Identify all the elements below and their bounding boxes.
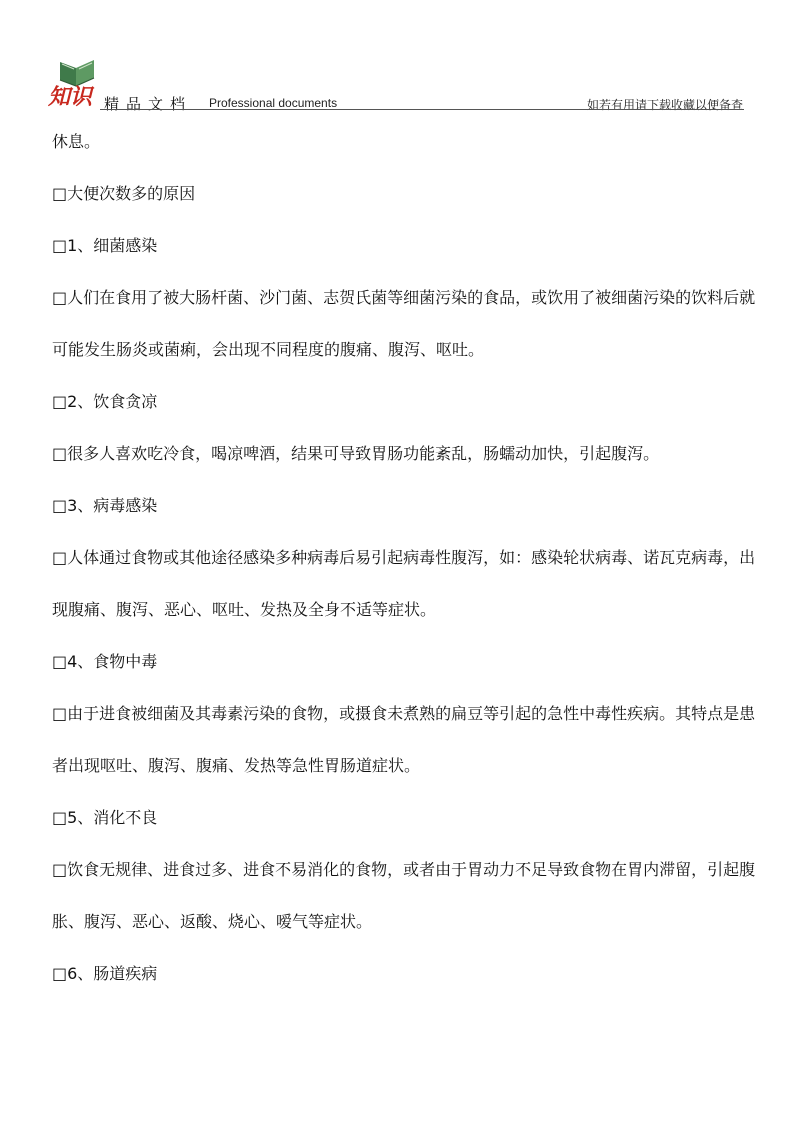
paragraph: □饮食无规律、进食过多、进食不易消化的食物，或者由于胃动力不足导致食物在胃内滞留，引起腹胀、腹泻、恶心、返酸、烧心、嗳气等症状。 — [52, 860, 756, 931]
section-heading: □5、消化不良 — [52, 808, 158, 827]
brand-title: 精品文档 — [104, 95, 193, 113]
section-heading: □3、病毒感染 — [52, 496, 158, 515]
paragraph: □由于进食被细菌及其毒素污染的食物，或摄食未煮熟的扁豆等引起的急性中毒性疾病。其特点是患者出现呕吐、腹泻、腹痛、发热等急性胃肠道症状。 — [52, 704, 756, 775]
section-heading: □大便次数多的原因 — [52, 184, 196, 203]
section-heading: □1、细菌感染 — [52, 236, 158, 255]
document-body — [52, 116, 767, 1000]
book-logo-icon — [46, 56, 102, 108]
section-heading: □6、肠道疾病 — [52, 964, 158, 983]
section-heading: □2、饮食贪凉 — [52, 392, 158, 411]
paragraph: □人体通过食物或其他途径感染多种病毒后易引起病毒性腹泻，如：感染轮状病毒、诺瓦克病毒，出现腹痛、腹泻、恶心、呕吐、发热及全身不适等症状。 — [52, 548, 756, 619]
header-divider — [100, 109, 744, 110]
section-heading: □4、食物中毒 — [52, 652, 158, 671]
svg-text:知识: 知识 — [48, 84, 93, 108]
paragraph: □人们在食用了被大肠杆菌、沙门菌、志贺氏菌等细菌污染的食品，或饮用了被细菌污染的饮料后就可能发生肠炎或菌痢，会出现不同程度的腹痛、腹泻、呕吐。 — [52, 288, 756, 359]
header-note: 如若有用请下载收藏以便备查 — [586, 98, 743, 112]
paragraph: □很多人喜欢吃冷食，喝凉啤酒，结果可导致胃肠功能紊乱，肠蠕动加快，引起腹泻。 — [52, 444, 660, 463]
paragraph: 休息。 — [52, 132, 101, 151]
page-header — [0, 0, 794, 112]
brand-subtitle: Professional documents — [209, 96, 338, 110]
